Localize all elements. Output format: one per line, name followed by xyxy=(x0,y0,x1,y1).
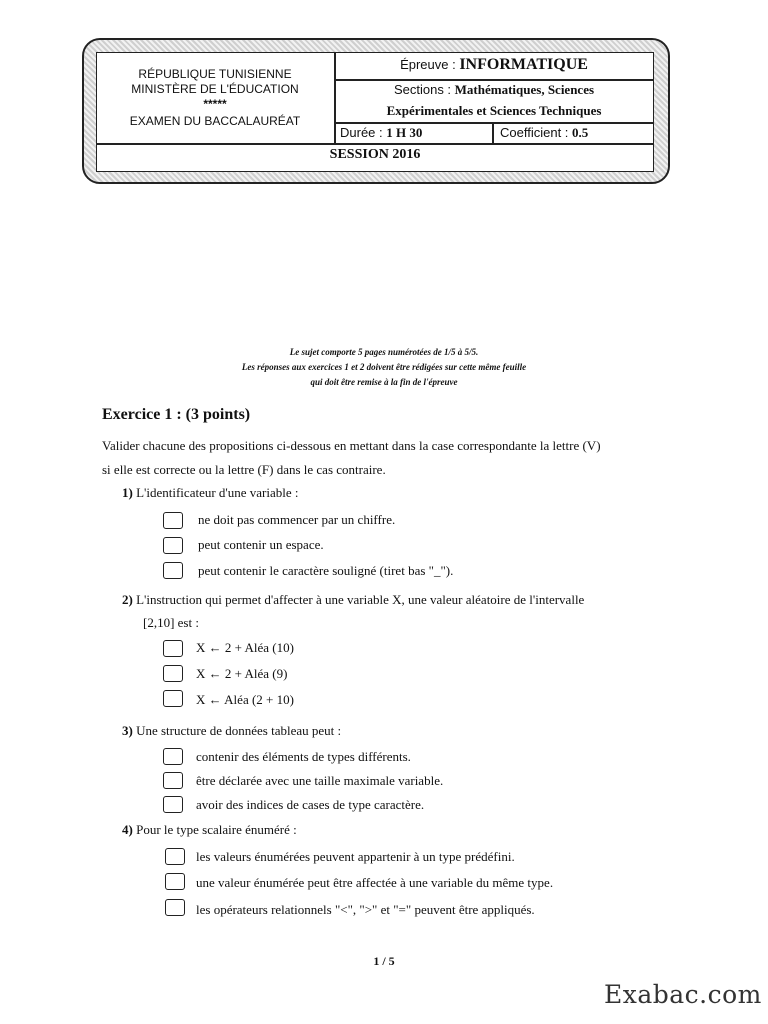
answer-checkbox[interactable] xyxy=(165,848,185,865)
sections-label: Sections : xyxy=(393,82,455,97)
epreuve-value: INFORMATIQUE xyxy=(459,56,588,73)
option-label: les opérateurs relationnels "<", ">" et "=" peuvent être appliqués. xyxy=(196,902,535,917)
answer-checkbox[interactable] xyxy=(163,772,183,789)
exam-label: EXAMEN DU BACCALAURÉAT xyxy=(129,114,301,128)
option-label: peut contenir un espace. xyxy=(198,537,324,552)
sections-value-2: Expérimentales et Sciences Techniques xyxy=(386,103,602,118)
sections-value: Mathématiques, Sciences xyxy=(454,82,595,97)
option-label: X ← Aléa (2 + 10) xyxy=(196,692,294,707)
option-label: contenir des éléments de types différents. xyxy=(196,749,411,764)
divider xyxy=(492,122,494,143)
note-line-3: qui doit être remise à la fin de l'épreuve xyxy=(310,377,458,387)
option-label: une valeur énumérée peut être affectée à une variable du même type. xyxy=(196,875,554,890)
divider xyxy=(334,122,654,124)
question-3 xyxy=(122,723,341,739)
answer-checkbox[interactable] xyxy=(163,537,183,554)
question-number: 4) xyxy=(122,822,133,837)
coef-value: 0.5 xyxy=(572,125,589,140)
page-number: 1 / 5 xyxy=(373,954,395,968)
note-line-2: Les réponses aux exercices 1 et 2 doivent être rédigées sur cette même feuille xyxy=(241,362,527,372)
epreuve-label: Épreuve : xyxy=(400,57,460,72)
option-label: ne doit pas commencer par un chiffre. xyxy=(198,512,396,527)
exercise-intro-2: si elle est correcte ou la lettre (F) dans le cas contraire. xyxy=(102,462,386,477)
question-1 xyxy=(122,485,299,501)
answer-checkbox[interactable] xyxy=(163,796,183,813)
duree-value: 1 H 30 xyxy=(386,125,423,140)
question-number: 2) xyxy=(122,592,133,607)
question-text: Une structure de données tableau peut : xyxy=(136,723,342,738)
divider xyxy=(334,79,654,81)
question-4 xyxy=(122,822,297,838)
duree xyxy=(340,125,422,141)
duree-label: Durée : xyxy=(340,125,387,140)
answer-checkbox[interactable] xyxy=(163,640,183,657)
option-label: X ← 2 + Aléa (10) xyxy=(196,640,294,655)
answer-checkbox[interactable] xyxy=(163,512,183,529)
exercise-title: Exercice 1 : (3 points) xyxy=(102,406,251,423)
ministry-label: MINISTÈRE DE L'ÉDUCATION xyxy=(131,82,299,96)
question-2 xyxy=(122,592,687,608)
question-2-continued: [2,10] est : xyxy=(143,615,199,630)
answer-checkbox[interactable] xyxy=(165,899,185,916)
epreuve xyxy=(334,56,654,74)
option-label: X ← 2 + Aléa (9) xyxy=(196,666,288,681)
answer-checkbox[interactable] xyxy=(165,873,185,890)
question-number: 1) xyxy=(122,485,133,500)
answer-checkbox[interactable] xyxy=(163,665,183,682)
answer-checkbox[interactable] xyxy=(163,748,183,765)
stars: ***** xyxy=(203,97,227,111)
watermark: Exabac.com xyxy=(604,980,762,1009)
divider xyxy=(96,143,654,145)
answer-checkbox[interactable] xyxy=(163,562,183,579)
option-label: les valeurs énumérées peuvent appartenir à un type prédéfini. xyxy=(196,849,515,864)
option-label: peut contenir le caractère souligné (tiret bas "_"). xyxy=(198,563,454,578)
question-number: 3) xyxy=(122,723,133,738)
republic-label: RÉPUBLIQUE TUNISIENNE xyxy=(138,67,292,81)
coef-label: Coefficient : xyxy=(500,125,573,140)
answer-checkbox[interactable] xyxy=(163,690,183,707)
question-text: L'instruction qui permet d'affecter à une variable X, une valeur aléatoire de l'intervalle xyxy=(136,592,585,607)
option-label: avoir des indices de cases de type caractère. xyxy=(196,797,425,812)
question-text: L'identificateur d'une variable : xyxy=(136,485,299,500)
sections xyxy=(334,82,654,98)
coefficient xyxy=(500,125,588,141)
option-label: être déclarée avec une taille maximale variable. xyxy=(196,773,444,788)
note-line-1: Le sujet comporte 5 pages numérotées de 1/5 à 5/5. xyxy=(289,347,479,357)
session-label: SESSION 2016 xyxy=(329,147,421,162)
question-text: Pour le type scalaire énuméré : xyxy=(136,822,297,837)
exercise-intro-1: Valider chacune des propositions ci-dessous en mettant dans la case correspondante la lettre (V) xyxy=(102,438,601,453)
